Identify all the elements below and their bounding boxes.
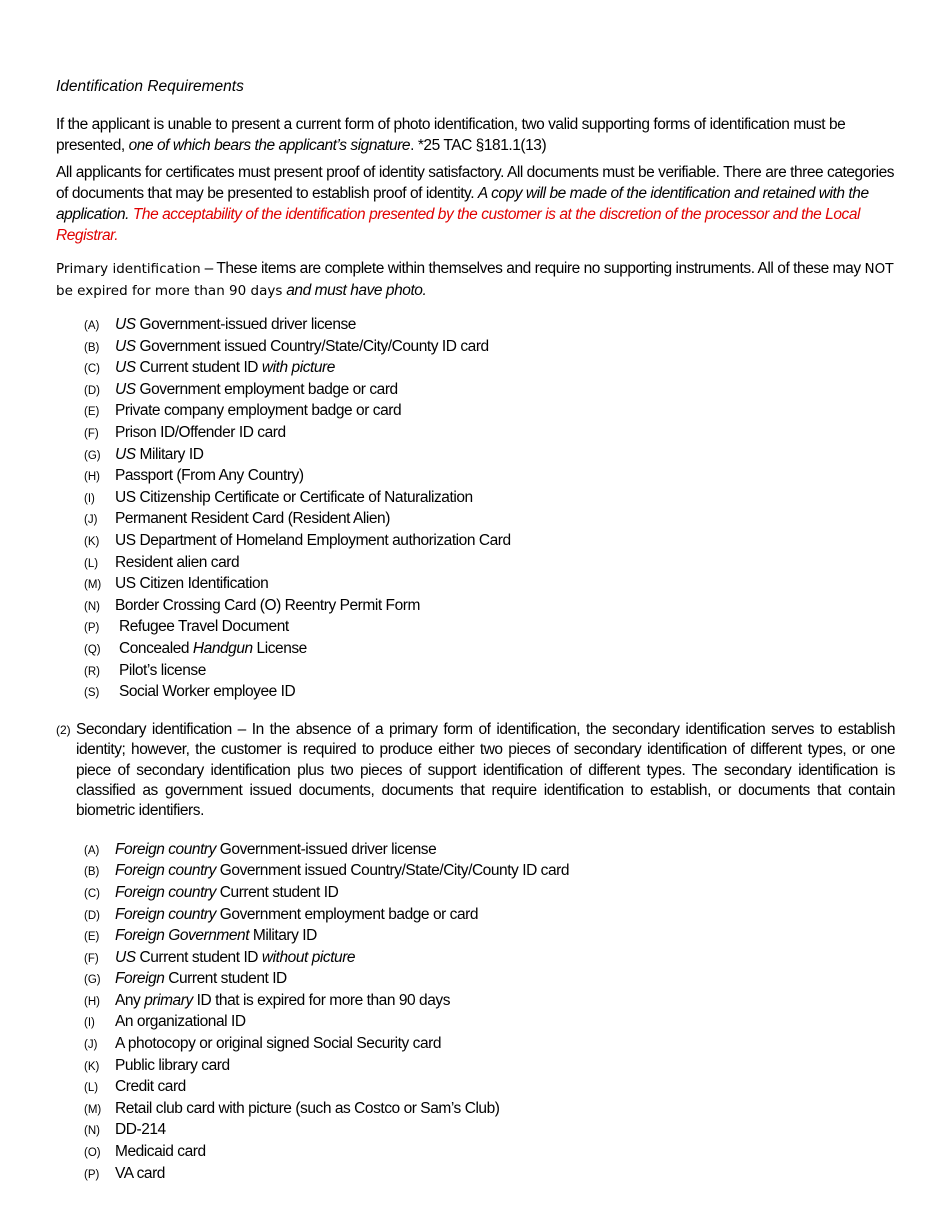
list-item-emphasis: Foreign (115, 970, 165, 988)
list-item (84, 423, 896, 445)
list-item-emphasis: Handgun (192, 639, 253, 657)
primary-id-list (56, 315, 896, 704)
list-marker: (C) (84, 887, 100, 900)
list-item (84, 682, 896, 704)
list-item-text (115, 509, 390, 530)
list-marker: (L) (84, 557, 99, 570)
list-item (84, 639, 896, 661)
list-item-text (115, 969, 287, 990)
list-item (84, 488, 896, 510)
list-item-emphasis: with picture (261, 359, 335, 377)
primary-label: Primary identification (56, 261, 201, 277)
list-item (84, 553, 896, 575)
list-marker: (E) (84, 931, 100, 944)
list-item-emphasis: without picture (261, 948, 356, 966)
list-item-body: Military ID (135, 445, 204, 463)
primary-text: – These items are complete within themselves and require no supporting instruments. All of these may (200, 260, 865, 277)
list-item-tail: ID that is expired for more than 90 days (192, 991, 450, 1009)
list-marker: (H) (84, 995, 100, 1008)
list-item-emphasis: primary (144, 991, 193, 1009)
list-item-body: US Citizenship Certificate or Certificate of Naturalization (115, 488, 473, 506)
secondary-identification-paragraph: Secondary identification – In the absence of a primary form of identification, the secondary identification serves to establish identity; however, the customer is required to produce either two pieces of secondary identification of different types, or one piece of secondary identification plus two pieces of support identification of different types. The secondary identification is classified as government issued documents, documents that require identification to establish, or documents that contain biometric identifiers. (76, 720, 895, 820)
list-item-text (115, 1099, 499, 1120)
list-item-emphasis: Foreign country (115, 840, 216, 858)
list-item-body: Concealed (119, 639, 193, 657)
list-item (84, 401, 896, 423)
photo-id-paragraph (56, 114, 896, 156)
list-item-emphasis: Foreign country (115, 883, 216, 901)
list-item-emphasis: US (115, 337, 136, 355)
primary-photo-text: and must have photo. (282, 282, 427, 299)
list-item-text (115, 574, 268, 595)
list-item-text (115, 315, 356, 336)
para1-text: If the applicant is unable to present a current form of photo identification, two valid supporting forms of identification must be presented, (56, 116, 846, 154)
list-item-body: Government employment badge or card (135, 380, 398, 398)
list-item-emphasis: Foreign Government (115, 927, 250, 945)
list-item-text (119, 617, 289, 638)
primary-expiry-text: NOT be expired for more than 90 days (56, 261, 894, 299)
list-item-emphasis: US (115, 316, 136, 333)
list-item-text (115, 401, 401, 422)
list-item-text (115, 423, 286, 444)
list-item (84, 466, 896, 488)
list-marker: (B) (84, 341, 100, 354)
list-item-body: DD-214 (115, 1121, 166, 1139)
list-item-body: US Citizen Identification (115, 575, 269, 593)
list-item-body: Military ID (249, 927, 317, 945)
proof-of-identity-paragraph (56, 162, 896, 246)
list-item-body: An organizational ID (115, 1013, 246, 1031)
list-marker: (D) (84, 909, 100, 922)
list-item-text (115, 1012, 246, 1033)
list-item-text (115, 905, 478, 926)
list-item (84, 315, 896, 337)
list-item (84, 948, 896, 970)
list-marker: (R) (84, 665, 100, 678)
list-item-body: A photocopy or original signed Social Security card (115, 1035, 441, 1053)
list-marker: (I) (84, 492, 95, 505)
list-marker: (G) (84, 449, 101, 462)
para2-italic: A copy will be made of the identification and retained with the application. (56, 185, 869, 223)
list-item-text (115, 1164, 165, 1185)
list-marker: (P) (84, 1168, 100, 1181)
list-item-body: US Department of Homeland Employment authorization Card (115, 531, 511, 549)
list-item (84, 380, 896, 402)
list-item (84, 1099, 896, 1121)
document-page (56, 76, 896, 1185)
list-marker: (E) (84, 406, 100, 419)
list-item-text (115, 1120, 166, 1141)
list-item (84, 926, 896, 948)
list-item-body: Current student ID (164, 970, 287, 988)
list-item-emphasis: US (115, 948, 136, 966)
list-item-body: Current student ID (215, 883, 339, 901)
list-item (84, 617, 896, 639)
list-item-body: Retail club card with picture (such as Costco or Sam’s Club) (115, 1099, 500, 1117)
list-item-emphasis: Foreign country (115, 905, 216, 923)
list-item-text (115, 883, 338, 904)
list-item (84, 1120, 896, 1142)
para1-citation: . *25 TAC §181.1(13) (410, 137, 547, 154)
list-item-text (115, 991, 450, 1012)
page-title: Identification Requirements (56, 78, 244, 95)
list-item-text (115, 840, 436, 861)
list-item (84, 969, 896, 991)
list-item (84, 337, 896, 359)
list-marker: (M) (84, 579, 102, 592)
list-marker: (C) (84, 363, 100, 376)
list-item-body: Government issued Country/State/City/County ID card (135, 337, 489, 355)
list-item-text (115, 1034, 441, 1055)
list-item-text (115, 596, 420, 617)
list-item (84, 1056, 896, 1078)
list-item (84, 1077, 896, 1099)
list-item-body: Border Crossing Card (O) Reentry Permit Form (115, 596, 420, 614)
list-marker: (B) (84, 866, 100, 879)
list-item-emphasis: US (115, 445, 136, 463)
list-item-text (115, 1056, 230, 1077)
list-item-text (115, 948, 355, 969)
list-item-body: Current student ID (135, 359, 262, 377)
list-item-text (115, 337, 489, 358)
list-marker: (M) (84, 1103, 102, 1116)
list-item-body: VA card (115, 1164, 165, 1182)
list-item-body: Pilot’s license (119, 661, 206, 679)
secondary-identification-section (56, 720, 896, 822)
list-marker: (A) (84, 844, 100, 857)
list-marker: (J) (84, 514, 98, 527)
list-item-text (115, 1142, 206, 1163)
list-item-body: Resident alien card (115, 553, 240, 571)
para1-italic: one of which bears the applicant’s signature (128, 137, 411, 154)
list-marker: (O) (84, 1147, 101, 1160)
list-item-emphasis: Foreign country (115, 862, 216, 880)
list-marker: (L) (84, 1082, 99, 1095)
list-marker: (H) (84, 471, 100, 484)
list-item (84, 574, 896, 596)
section-number: (2) (56, 722, 71, 737)
list-item-emphasis: US (115, 380, 136, 398)
list-item-body: Prison ID/Offender ID card (115, 423, 286, 441)
list-item-text (115, 466, 304, 487)
list-item (84, 840, 896, 862)
list-item-body: Current student ID (135, 948, 262, 966)
list-item-body: Credit card (115, 1078, 186, 1096)
list-marker: (F) (84, 952, 99, 965)
list-marker: (F) (84, 427, 99, 440)
list-marker: (K) (84, 1060, 100, 1073)
list-item-body: Medicaid card (115, 1143, 206, 1161)
list-item-text (115, 861, 569, 882)
list-item-text (115, 553, 239, 574)
list-item-body: Government-issued driver license (215, 840, 437, 858)
list-item-text (115, 380, 398, 401)
list-item (84, 905, 896, 927)
list-item-text (115, 1077, 186, 1098)
list-item-body: Government-issued driver license (135, 316, 356, 333)
list-item (84, 1164, 896, 1186)
list-marker: (P) (84, 622, 100, 635)
list-item-text (115, 488, 473, 509)
list-item-text (115, 358, 335, 379)
list-marker: (K) (84, 535, 100, 548)
list-marker: (A) (84, 320, 100, 332)
list-item (84, 358, 896, 380)
list-marker: (J) (84, 1039, 98, 1052)
list-item-text (115, 531, 511, 552)
list-marker: (S) (84, 687, 100, 700)
list-item (84, 445, 896, 467)
list-item-emphasis: US (115, 359, 136, 377)
list-item-body: Any (115, 991, 145, 1009)
list-item-body: Refugee Travel Document (119, 618, 289, 636)
list-marker: (Q) (84, 643, 101, 656)
list-item-body: Passport (From Any Country) (115, 467, 304, 485)
list-item-body: Permanent Resident Card (Resident Alien) (115, 510, 390, 528)
list-item (84, 1034, 896, 1056)
list-item-body: Social Worker employee ID (119, 683, 296, 701)
list-item (84, 991, 896, 1013)
para2-text: All applicants for certificates must present proof of identity satisfactory. All documents must be verifiable. There are three categories of documents that may be presented to establish proof of identity. (56, 164, 895, 202)
list-item-text (119, 639, 307, 660)
list-item (84, 509, 896, 531)
list-item (84, 861, 896, 883)
list-marker: (G) (84, 974, 101, 987)
list-item (84, 531, 896, 553)
list-marker: (N) (84, 1125, 100, 1138)
list-item-body: Government issued Country/State/City/County ID card (215, 862, 570, 880)
list-item (84, 1012, 896, 1034)
list-marker: (I) (84, 1017, 95, 1030)
list-item-text (115, 926, 317, 947)
list-item-text (119, 661, 206, 682)
list-item (84, 1142, 896, 1164)
list-item-body: Public library card (115, 1056, 230, 1074)
secondary-id-list (56, 840, 896, 1186)
list-item (84, 883, 896, 905)
list-item-text (115, 445, 203, 466)
list-item-text (119, 682, 295, 703)
list-item-body: Private company employment badge or card (115, 402, 402, 420)
primary-identification-paragraph (56, 258, 896, 302)
para2-red-notice: The acceptability of the identification presented by the customer is at the discretion of the processor and the Local Registrar. (56, 206, 860, 244)
list-item-body: Government employment badge or card (215, 905, 479, 923)
list-item (84, 661, 896, 683)
list-marker: (D) (84, 384, 100, 397)
list-item-tail: License (252, 639, 307, 657)
list-marker: (N) (84, 600, 100, 613)
list-item (84, 596, 896, 618)
